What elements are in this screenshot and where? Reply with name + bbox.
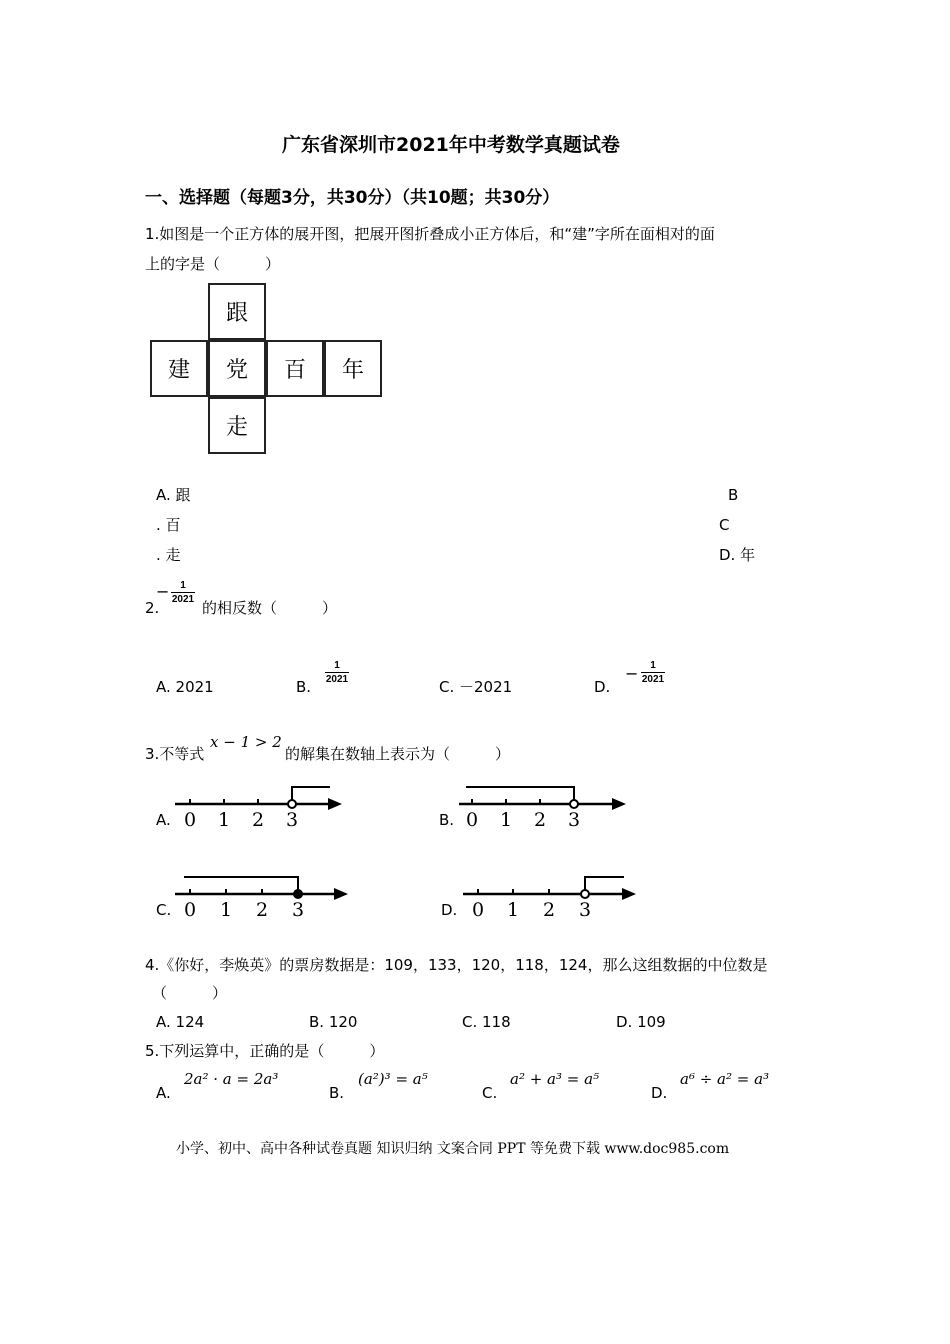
q2-fraction xyxy=(171,580,195,605)
q1-option-c-letter: C xyxy=(719,516,730,534)
q5-option-b-expr: (a²)³ = a⁵ xyxy=(358,1070,428,1088)
solution-bracket xyxy=(184,877,298,890)
q1-option-a: A. 跟 xyxy=(156,486,191,504)
q3-option-c-label: C. xyxy=(156,901,172,919)
q2-option-c: C. －2021 xyxy=(439,678,513,696)
fraction-denominator: 2021 xyxy=(171,594,195,605)
net-cell-right2: 年 xyxy=(324,340,382,397)
tick-label-2: 2 xyxy=(543,899,556,921)
fraction-bar xyxy=(641,672,665,673)
q4-option-c: C. 118 xyxy=(462,1013,511,1031)
fraction-denominator: 2021 xyxy=(641,674,665,685)
question-3-prefix: 3.不等式 xyxy=(145,745,205,763)
tick-label-2: 2 xyxy=(534,809,547,831)
page-footer: 小学、初中、高中各种试卷真题 知识归纳 文案合同 PPT 等免费下载 www.doc985.com xyxy=(176,1141,730,1157)
axis-arrow xyxy=(612,798,626,810)
tick-label-1: 1 xyxy=(220,899,233,921)
q4-option-b: B. 120 xyxy=(309,1013,358,1031)
net-cell-left: 建 xyxy=(150,340,208,397)
solution-bracket xyxy=(292,787,330,800)
q5-option-c-label: C. xyxy=(482,1084,498,1102)
question-1-text-cont: 上的字是（ ） xyxy=(145,255,281,273)
q3-number-line-d xyxy=(458,872,643,922)
net-cell-bottom: 走 xyxy=(208,397,266,454)
q1-option-b-letter: B xyxy=(728,486,739,504)
q3-number-line-b xyxy=(454,782,634,832)
question-4-text: 4.《你好，李焕英》的票房数据是：109，133，120，118，124，那么这组数据的中位数是 xyxy=(145,956,768,974)
axis-arrow xyxy=(334,888,348,900)
q3-number-line-c xyxy=(170,872,355,922)
q1-option-d: D. 年 xyxy=(719,546,756,564)
tick-label-0: 0 xyxy=(466,809,479,831)
q5-option-c-expr: a² + a³ = a⁵ xyxy=(510,1070,600,1088)
q2-option-d-fraction xyxy=(641,660,665,685)
tick-label-3: 3 xyxy=(568,809,581,831)
q3-option-a-label: A. xyxy=(156,811,171,829)
q2-option-d-negative: − xyxy=(625,664,639,683)
fraction-bar xyxy=(171,592,195,593)
tick-label-0: 0 xyxy=(184,899,197,921)
fraction-numerator: 1 xyxy=(334,660,340,671)
q3-option-d-label: D. xyxy=(441,901,458,919)
tick-label-1: 1 xyxy=(500,809,513,831)
q2-option-d-label: D. xyxy=(594,678,611,696)
net-cell-center: 党 xyxy=(208,340,266,397)
tick-label-3: 3 xyxy=(579,899,592,921)
fraction-numerator: 1 xyxy=(650,660,656,671)
axis-arrow xyxy=(328,798,342,810)
q3-inequality: x − 1 > 2 xyxy=(210,733,282,751)
solution-bracket xyxy=(466,787,574,800)
axis-arrow xyxy=(622,888,636,900)
tick-label-0: 0 xyxy=(472,899,485,921)
question-5-text: 5.下列运算中，正确的是（ ） xyxy=(145,1042,385,1060)
q2-negative-sign: − xyxy=(156,582,170,601)
q5-option-a-label: A. xyxy=(156,1084,171,1102)
question-3-suffix: 的解集在数轴上表示为（ ） xyxy=(285,745,511,763)
q2-option-b-label: B. xyxy=(296,678,312,696)
question-2-text: 的相反数（ ） xyxy=(202,599,338,617)
q4-option-d: D. 109 xyxy=(616,1013,666,1031)
tick-label-3: 3 xyxy=(292,899,305,921)
tick-label-1: 1 xyxy=(507,899,520,921)
q5-option-d-expr: a⁶ ÷ a² = a³ xyxy=(680,1070,770,1088)
q2-option-b-fraction xyxy=(325,660,349,685)
q5-option-d-label: D. xyxy=(651,1084,668,1102)
open-circle xyxy=(288,800,296,808)
net-cell-top: 跟 xyxy=(208,283,266,340)
fraction-denominator: 2021 xyxy=(325,674,349,685)
q3-option-b-label: B. xyxy=(439,811,455,829)
q5-option-a-expr: 2a² · a = 2a³ xyxy=(184,1070,279,1088)
fraction-bar xyxy=(325,672,349,673)
net-cell-right1: 百 xyxy=(266,340,324,397)
q1-option-c-text: . 走 xyxy=(156,546,181,564)
tick-label-0: 0 xyxy=(184,809,197,831)
q3-number-line-a xyxy=(170,782,350,832)
tick-label-2: 2 xyxy=(252,809,265,831)
tick-label-1: 1 xyxy=(218,809,231,831)
q5-option-b-label: B. xyxy=(329,1084,345,1102)
exam-title: 广东省深圳市2021年中考数学真题试卷 xyxy=(282,134,620,156)
q2-option-a: A. 2021 xyxy=(156,678,214,696)
q4-option-a: A. 124 xyxy=(156,1013,205,1031)
question-4-text-cont: （ ） xyxy=(152,984,228,1002)
question-2-number: 2. xyxy=(145,599,160,617)
open-circle xyxy=(570,800,578,808)
filled-dot xyxy=(294,890,303,899)
q1-option-b-text: . 百 xyxy=(156,516,181,534)
tick-label-3: 3 xyxy=(286,809,299,831)
question-1-text: 1.如图是一个正方体的展开图，把展开图折叠成小正方体后，和“建”字所在面相对的面 xyxy=(145,225,715,243)
tick-label-2: 2 xyxy=(256,899,269,921)
solution-bracket xyxy=(585,877,624,890)
fraction-numerator: 1 xyxy=(180,580,186,591)
open-circle xyxy=(581,890,589,898)
section-heading: 一、选择题（每题3分，共30分）（共10题；共30分） xyxy=(145,188,560,208)
